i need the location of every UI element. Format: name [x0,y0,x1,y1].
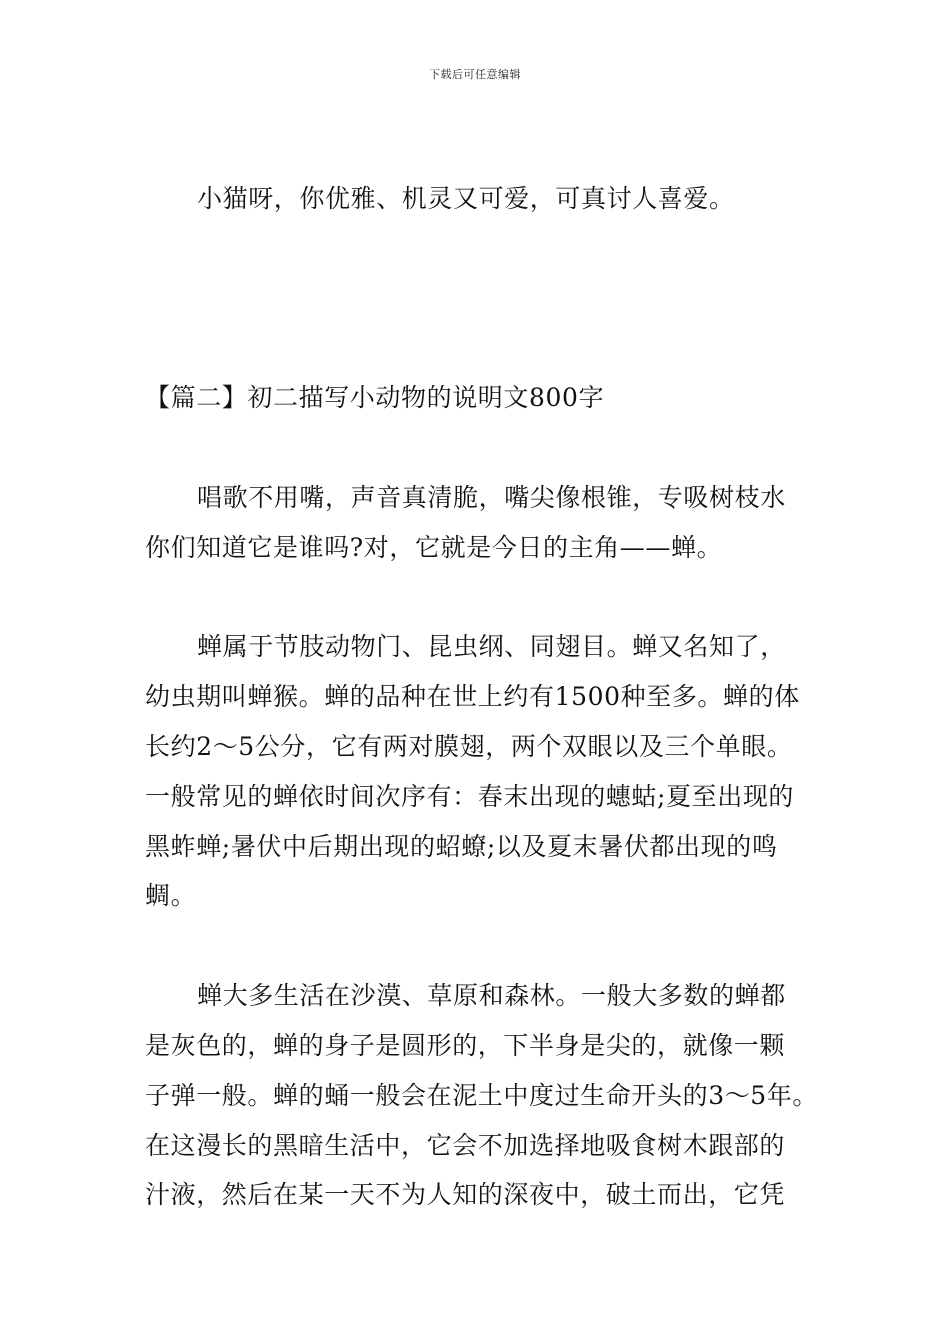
paragraph-3-line: 汁液，然后在某一天不为人知的深夜中，破土而出，它凭 [145,1180,786,1209]
page-header-note: 下载后可任意编辑 [429,68,521,81]
section-title: 【篇二】初二描写小动物的说明文800字 [145,383,605,412]
intro-line: 小猫呀，你优雅、机灵又可爱，可真讨人喜爱。 [197,184,735,213]
paragraph-3-line: 子弹一般。蝉的蛹一般会在泥土中度过生命开头的3～5年。 [145,1081,819,1110]
paragraph-1-line: 你们知道它是谁吗?对，它就是今日的主角——蝉。 [145,533,723,562]
paragraph-2-line: 蝉属于节肢动物门、昆虫纲、同翅目。蝉又名知了， [197,632,786,661]
paragraph-3-line: 是灰色的，蝉的身子是圆形的，下半身是尖的，就像一颗 [145,1031,786,1060]
paragraph-3-line: 蝉大多生活在沙漠、草原和森林。一般大多数的蝉都 [197,981,786,1010]
paragraph-2-line: 幼虫期叫蝉猴。蝉的品种在世上约有1500种至多。蝉的体 [145,682,800,711]
paragraph-2-line: 蜩。 [145,881,197,910]
paragraph-2-line: 长约2～5公分，它有两对膜翅，两个双眼以及三个单眼。 [145,732,793,761]
paragraph-1-line: 唱歌不用嘴，声音真清脆，嘴尖像根锥，专吸树枝水 [197,483,786,512]
paragraph-2-line: 一般常见的蝉依时间次序有：春末出现的蟪蛄;夏至出现的 [145,782,795,811]
paragraph-2-line: 黑蚱蝉;暑伏中后期出现的蛁蟟;以及夏末暑伏都出现的鸣 [145,832,778,861]
paragraph-3-line: 在这漫长的黑暗生活中，它会不加选择地吸食树木跟部的 [145,1131,786,1160]
